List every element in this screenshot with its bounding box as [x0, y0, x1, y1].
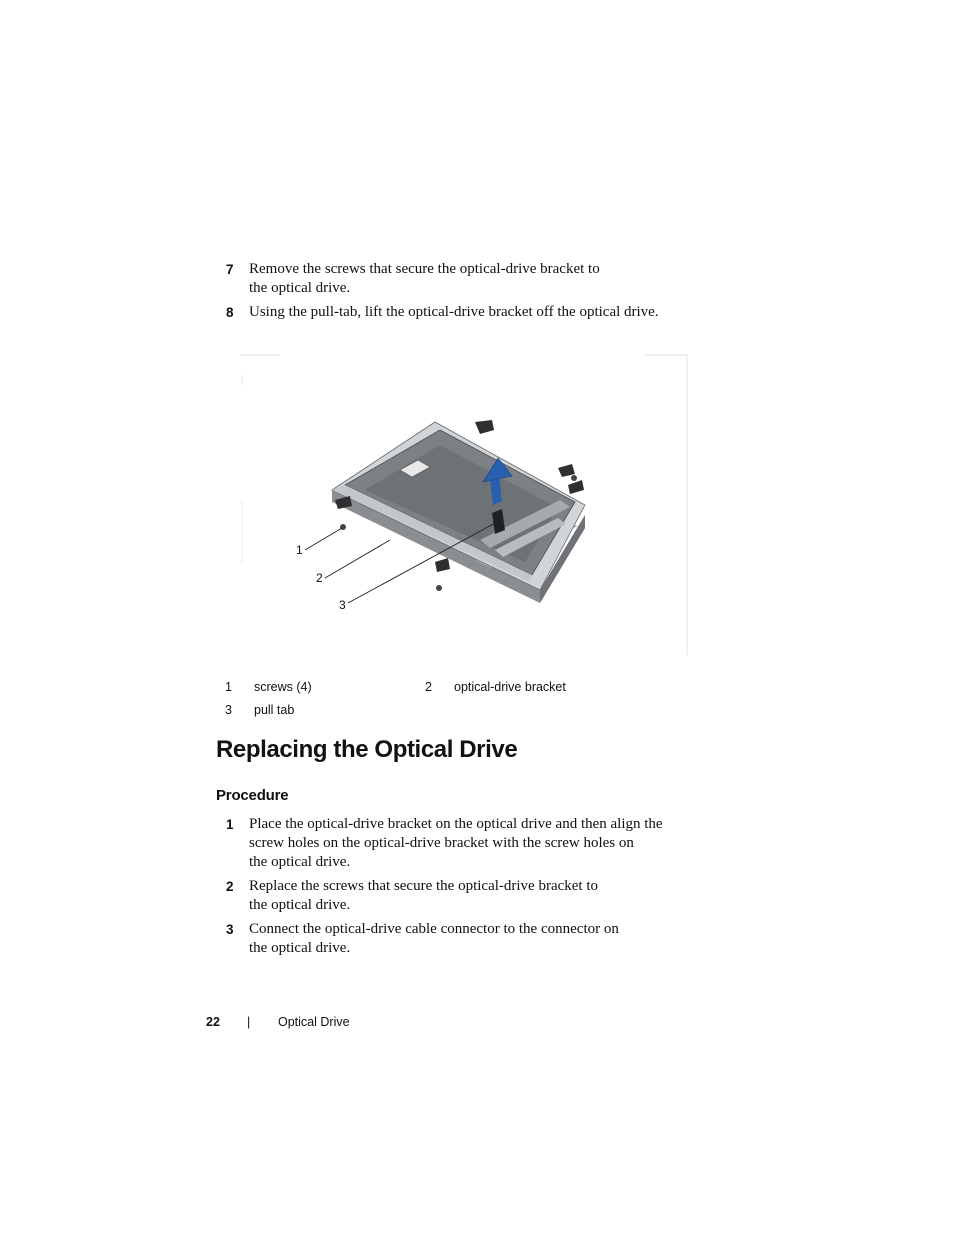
step-7 [226, 260, 696, 298]
step-number: 8 [226, 305, 234, 320]
footer-separator: | [247, 1015, 251, 1029]
step-number: 2 [226, 879, 234, 894]
legend-label-3: pull tab [254, 703, 295, 717]
step-number: 1 [226, 817, 234, 832]
step-number: 3 [226, 922, 234, 937]
legend-label-2: optical-drive bracket [454, 680, 566, 694]
section-title: Replacing the Optical Drive [216, 736, 518, 763]
procedure-title: Procedure [216, 787, 289, 804]
callout-1: 1 [296, 543, 303, 557]
callout-2: 2 [316, 571, 323, 585]
step-text: Using the pull-tab, lift the optical-drive bracket off the optical drive. [249, 304, 659, 320]
page-number: 22 [206, 1015, 220, 1029]
replace-step-1 [226, 815, 696, 872]
callout-3: 3 [339, 598, 346, 612]
step-number: 7 [226, 262, 234, 277]
chapter-name: Optical Drive [278, 1015, 350, 1029]
step-text: Connect the optical-drive cable connector to the connector on the optical drive. [249, 921, 619, 956]
legend-num-2: 2 [425, 680, 432, 694]
replace-step-3 [226, 920, 696, 958]
step-8 [226, 303, 696, 322]
legend-num-3: 3 [225, 703, 232, 717]
legend-num-1: 1 [225, 680, 232, 694]
step-text: Place the optical-drive bracket on the optical drive and then align the screw holes on the optical-drive bracket with the screw holes on the optical drive. [249, 816, 663, 870]
step-text: Replace the screws that secure the optical-drive bracket to the optical drive. [249, 878, 599, 913]
replace-step-2 [226, 877, 696, 915]
legend-label-1: screws (4) [254, 680, 312, 694]
optical-drive-bracket-illustration [240, 350, 690, 660]
step-text: Remove the screws that secure the optical-drive bracket to the optical drive. [249, 261, 600, 296]
